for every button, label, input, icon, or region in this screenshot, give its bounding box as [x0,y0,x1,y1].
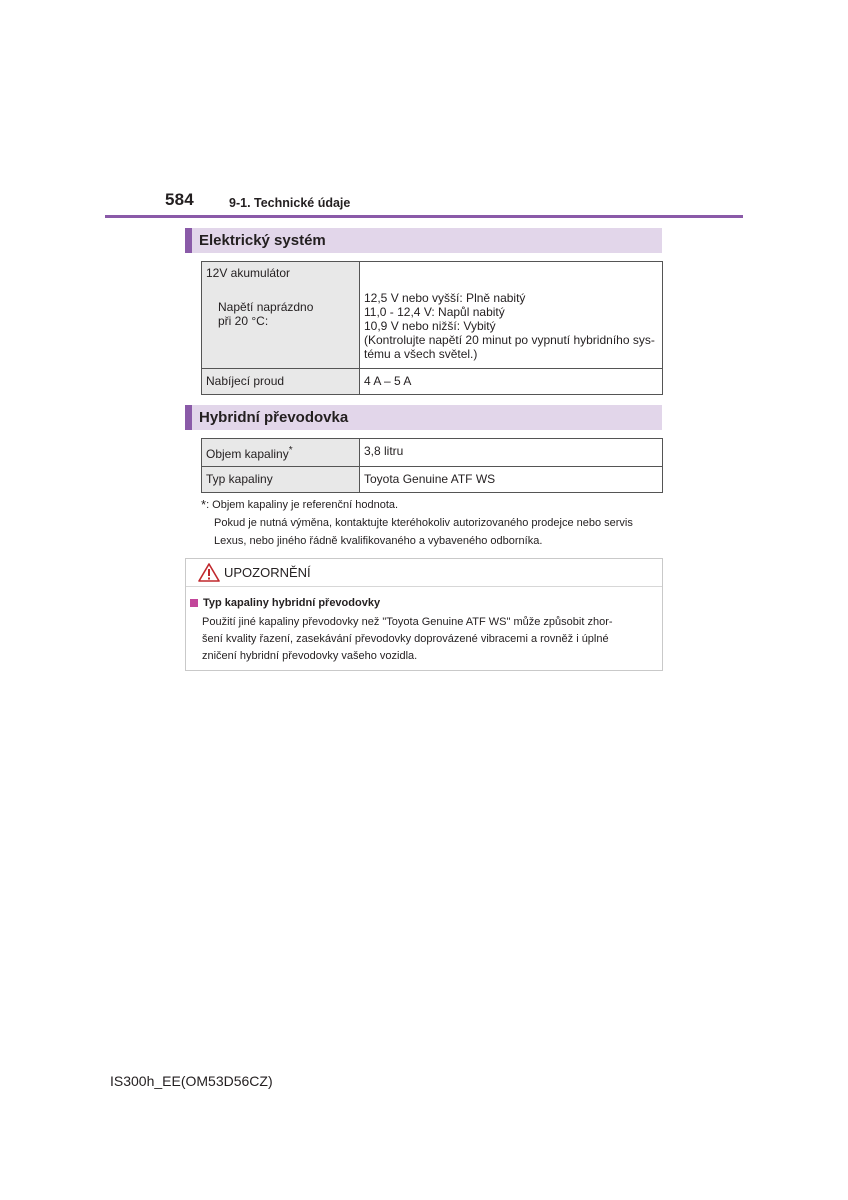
table-row [202,262,663,369]
table-key-cell [202,439,360,467]
table-row [202,467,663,493]
footnote [201,496,633,550]
warning-box [185,558,663,671]
voltage-value-line: (Kontrolujte napětí 20 minut po vypnutí hybridního sys- [364,333,655,347]
footnote-line: Lexus, nebo jiného řádně kvalifikovaného a vybaveného odborníka. [214,535,543,547]
page-number: 584 [165,190,194,209]
table-row [202,439,663,467]
section-header-title: 9-1. Technické údaje [229,196,351,210]
battery-label: 12V akumulátor [206,266,291,280]
warning-text-line: zničení hybridní převodovky vašeho vozidla. [202,650,418,662]
warning-item-title-text: Typ kapaliny hybridní převodovky [203,597,381,609]
table-key-cell: Nabíjecí proud [202,369,360,395]
warning-text-line: šení kvality řazení, zasekávání převodovky doprovázené vibracemi a rovněž i úplné [202,633,609,645]
bullet-square-icon [190,599,198,607]
table-row [202,369,663,395]
footnote-text: : Objem kapaliny je referenční hodnota. [206,499,399,511]
fluid-capacity-label: Objem kapaliny [206,447,289,461]
warning-label: UPOZORNĚNÍ [224,565,311,580]
voltage-value-line: tému a všech světel.) [364,347,478,361]
footnote-line: Pokud je nutná výměna, kontaktujte kteréhokoliv autorizovaného prodejce nebo servis [214,517,633,529]
voltage-value-line: 10,9 V nebo nižší: Vybitý [364,319,496,333]
voltage-value-line: 11,0 - 12,4 V: Napůl nabitý [364,305,505,319]
warning-text-line: Použití jiné kapaliny převodovky než "Toyota Genuine ATF WS" může způsobit zhor- [202,616,613,628]
table-key-cell: Typ kapaliny [202,467,360,493]
section-heading-electrical: Elektrický systém [185,228,662,253]
voltage-label-line: Napětí naprázdno [218,300,314,314]
footnote-marker: * [201,497,207,512]
footnote-line [201,496,633,514]
footnote-marker: * [288,445,293,456]
document-code: IS300h_EE(OM53D56CZ) [110,1073,273,1089]
warning-triangle-icon [198,563,220,582]
table-value-cell: 4 A – 5 A [360,369,663,395]
electrical-spec-table [201,261,663,395]
transmission-spec-table [201,438,663,493]
voltage-values [364,291,658,361]
table-key-cell [202,262,360,369]
section-heading-transmission: Hybridní převodovka [185,405,662,430]
voltage-label [218,300,355,328]
voltage-label-line: při 20 °C: [218,314,269,328]
table-value-cell [360,262,663,369]
table-value-cell: Toyota Genuine ATF WS [360,467,663,493]
table-value-cell: 3,8 litru [360,439,663,467]
warning-text [190,614,652,665]
warning-item-title [190,597,652,609]
warning-header [186,559,662,587]
voltage-value-line: 12,5 V nebo vyšší: Plně nabitý [364,291,526,305]
warning-body [186,587,662,665]
header-rule [105,215,743,218]
